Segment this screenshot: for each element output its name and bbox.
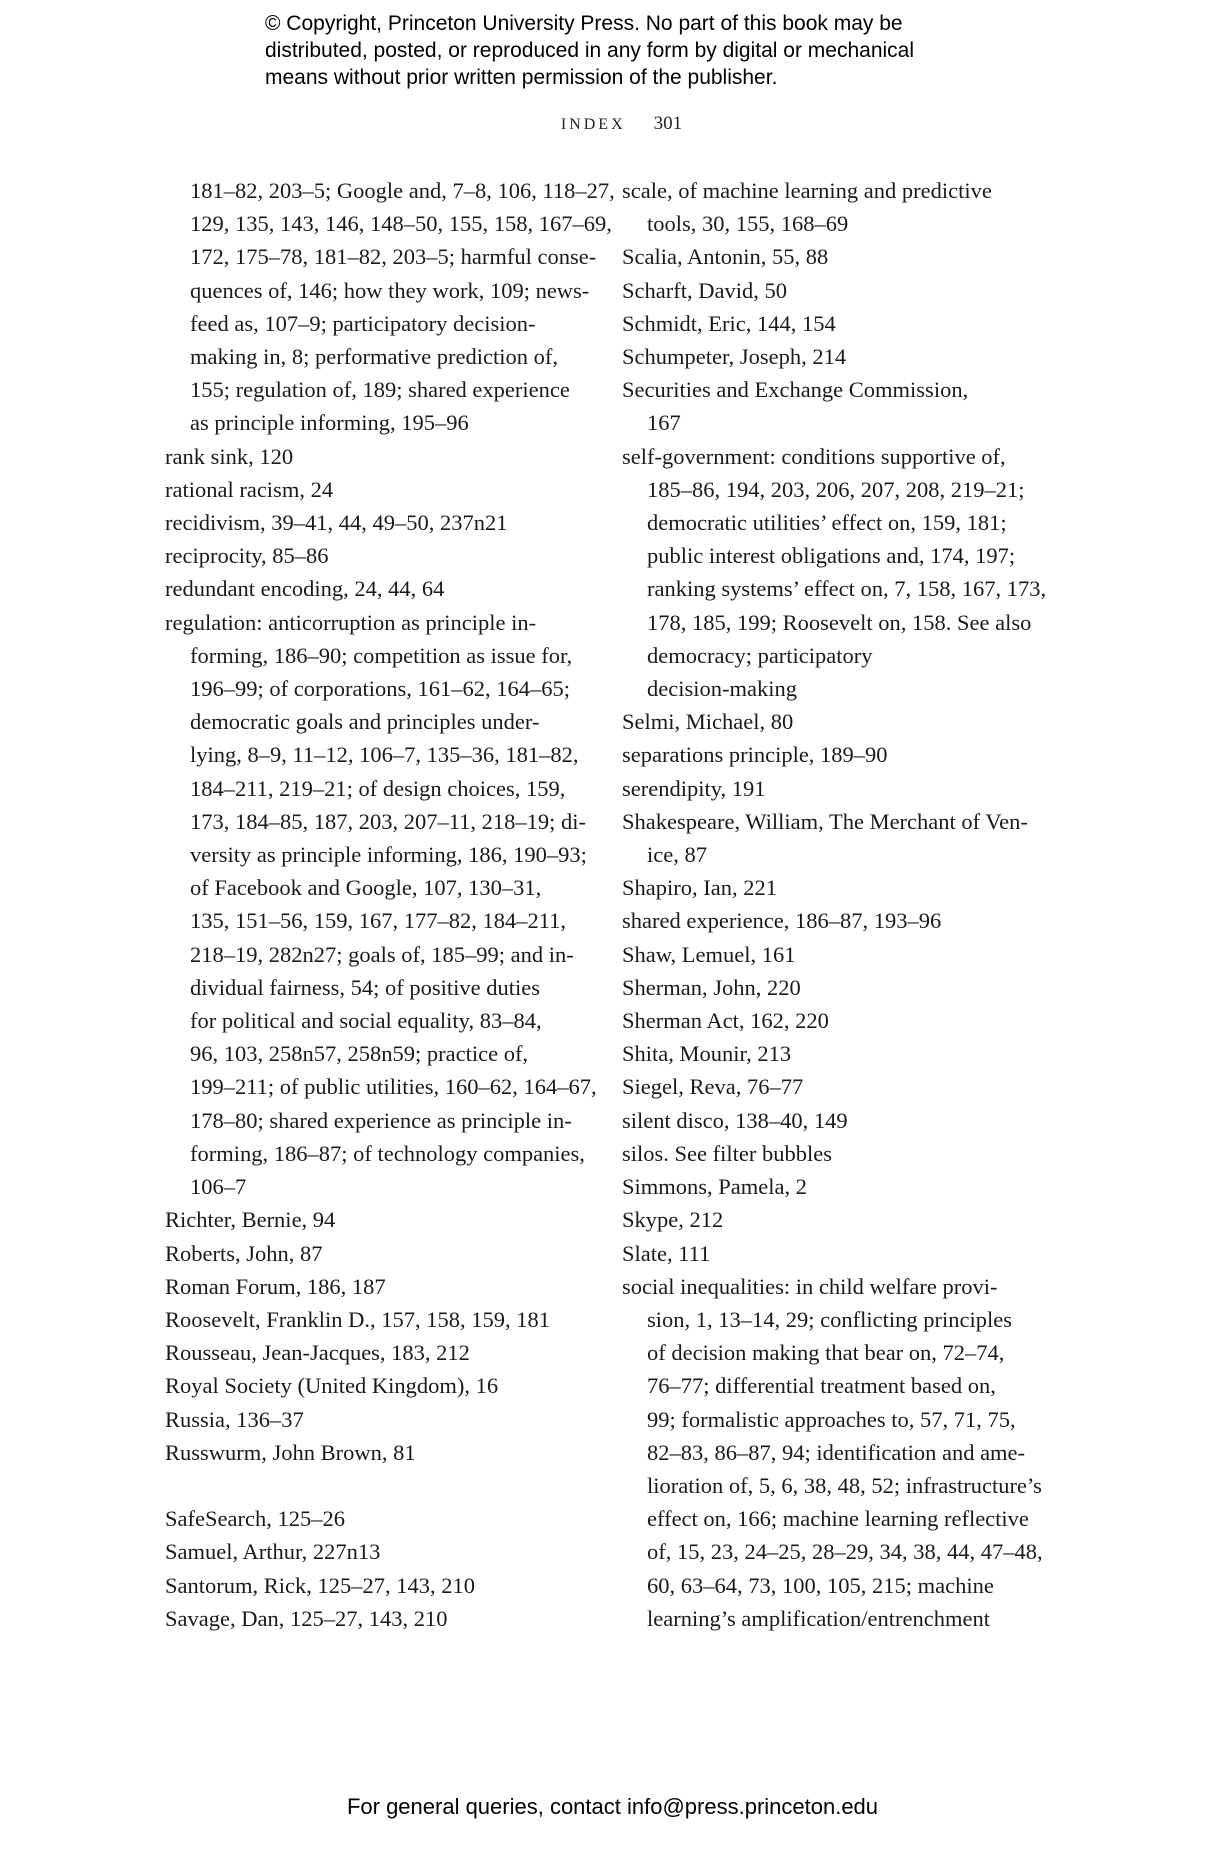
index-entry: Shita, Mounir, 213 — [622, 1041, 792, 1067]
running-head-label: INDEX — [560, 116, 626, 133]
index-entry: serendipity, 191 — [622, 775, 766, 801]
index-subline: 181–82, 203–5; Google and, 7–8, 106, 118–27, — [190, 178, 615, 203]
index-subline: 60, 63–64, 73, 100, 105, 215; machine — [647, 1572, 994, 1598]
index-subline: of, 15, 23, 24–25, 28–29, 34, 38, 44, 47–48, — [647, 1539, 1043, 1565]
index-subline: forming, 186–90; competition as issue for, — [190, 642, 573, 668]
index-entry: redundant encoding, 24, 44, 64 — [165, 576, 445, 602]
index-subline: 167 — [647, 410, 681, 436]
index-entry: Shaw, Lemuel, 161 — [622, 941, 796, 967]
index-entry: Siegel, Reva, 76–77 — [622, 1074, 804, 1100]
index-entry: Slate, 111 — [622, 1240, 711, 1266]
index-subline: tools, 30, 155, 168–69 — [647, 211, 849, 237]
index-entry: Roberts, John, 87 — [165, 1240, 323, 1266]
index-entry: Scharft, David, 50 — [622, 277, 787, 303]
index-entry: Royal Society (United Kingdom), 16 — [165, 1373, 499, 1399]
index-entry: Roman Forum, 186, 187 — [165, 1273, 386, 1299]
index-entry: Roosevelt, Franklin D., 157, 158, 159, 181 — [165, 1306, 550, 1332]
index-subline: decision-making — [647, 676, 797, 702]
index-subline: 185–86, 194, 203, 206, 207, 208, 219–21; — [647, 476, 1025, 502]
index-subline: 178, 185, 199; Roosevelt on, 158. See also — [647, 609, 1032, 635]
index-subline: forming, 186–87; of technology companies, — [190, 1140, 585, 1166]
index-entry: Savage, Dan, 125–27, 143, 210 — [165, 1605, 448, 1631]
index-entry: reciprocity, 85–86 — [165, 543, 329, 569]
index-column-left — [165, 174, 615, 1635]
index-subline: democratic goals and principles under- — [190, 709, 540, 735]
index-entry: recidivism, 39–41, 44, 49–50, 237n21 — [165, 510, 508, 536]
index-entry: Sherman Act, 162, 220 — [622, 1008, 829, 1034]
index-subline: 196–99; of corporations, 161–62, 164–65; — [190, 676, 570, 702]
index-subline: 184–211, 219–21; of design choices, 159, — [190, 775, 566, 801]
index-entry: Samuel, Arthur, 227n13 — [165, 1539, 381, 1565]
index-subline: democratic utilities’ effect on, 159, 181; — [647, 510, 1007, 536]
index-entry: regulation: anticorruption as principle in- — [165, 609, 537, 635]
index-entry: Securities and Exchange Commission, — [622, 377, 969, 403]
index-subline: 173, 184–85, 187, 203, 207–11, 218–19; di- — [190, 808, 587, 834]
index-entry: Santorum, Rick, 125–27, 143, 210 — [165, 1572, 475, 1598]
index-subline: lioration of, 5, 6, 38, 48, 52; infrastructure’s — [647, 1472, 1042, 1498]
index-subline: 178–80; shared experience as principle in- — [190, 1107, 572, 1133]
index-entry: Selmi, Michael, 80 — [622, 709, 794, 735]
index-subline: ice, 87 — [647, 842, 707, 868]
index-entry: Scalia, Antonin, 55, 88 — [622, 244, 829, 270]
index-subline: 106–7 — [190, 1174, 247, 1200]
index-subline: 199–211; of public utilities, 160–62, 164–67, — [190, 1074, 597, 1100]
index-entry: shared experience, 186–87, 193–96 — [622, 908, 942, 934]
index-subline: 155; regulation of, 189; shared experience — [190, 377, 570, 403]
index-subline: of decision making that bear on, 72–74, — [647, 1340, 1005, 1366]
index-entry: rational racism, 24 — [165, 476, 334, 502]
index-subline: making in, 8; performative prediction of, — [190, 344, 559, 370]
footer-contact: For general queries, contact info@press.princeton.edu — [346, 1794, 879, 1819]
index-entry: rank sink, 120 — [165, 443, 294, 469]
index-subline: effect on, 166; machine learning reflective — [647, 1506, 1029, 1532]
index-entry: Skype, 212 — [622, 1207, 724, 1233]
copyright-line: © Copyright, Princeton University Press. No part of this book may be — [265, 12, 903, 35]
index-entry: separations principle, 189–90 — [622, 742, 888, 768]
index-entry: Rousseau, Jean-Jacques, 183, 212 — [165, 1340, 470, 1366]
index-subline: as principle informing, 195–96 — [190, 410, 469, 436]
index-subline: ranking systems’ effect on, 7, 158, 167, 173, — [647, 576, 1047, 602]
index-entry: Sherman, John, 220 — [622, 974, 801, 1000]
index-subline: 76–77; differential treatment based on, — [647, 1373, 996, 1399]
index-entry: Schmidt, Eric, 144, 154 — [622, 310, 836, 336]
index-entry: Simmons, Pamela, 2 — [622, 1174, 807, 1200]
copyright-notice — [265, 10, 1025, 91]
index-entry: SafeSearch, 125–26 — [165, 1506, 345, 1532]
index-subline: 172, 175–78, 181–82, 203–5; harmful conse- — [190, 244, 597, 270]
index-entry: Schumpeter, Joseph, 214 — [622, 344, 847, 370]
index-entry: Shakespeare, William, The Merchant of Ven- — [622, 808, 1028, 834]
copyright-line: distributed, posted, or reproduced in any form by digital or mechanical — [265, 39, 915, 62]
index-subline: of Facebook and Google, 107, 130–31, — [190, 875, 542, 901]
index-column-right — [622, 174, 1067, 1635]
index-subline: 99; formalistic approaches to, 57, 71, 75, — [647, 1406, 1016, 1432]
index-entry: silos. See filter bubbles — [622, 1140, 832, 1166]
index-subline: 96, 103, 258n57, 258n59; practice of, — [190, 1041, 529, 1067]
index-subline: for political and social equality, 83–84, — [190, 1008, 542, 1034]
index-entry: Russwurm, John Brown, 81 — [165, 1439, 416, 1465]
index-entry: silent disco, 138–40, 149 — [622, 1107, 848, 1133]
copyright-line: means without prior written permission of the publisher. — [265, 66, 778, 89]
index-subline: public interest obligations and, 174, 197; — [647, 543, 1016, 569]
index-entry: Richter, Bernie, 94 — [165, 1207, 336, 1233]
page-number: 301 — [653, 113, 683, 134]
index-entry: Shapiro, Ian, 221 — [622, 875, 777, 901]
index-subline: feed as, 107–9; participatory decision- — [190, 310, 536, 336]
index-entry: Russia, 136–37 — [165, 1406, 304, 1432]
index-subline: sion, 1, 13–14, 29; conflicting principles — [647, 1306, 1012, 1332]
index-subline: learning’s amplification/entrenchment — [647, 1605, 991, 1631]
index-subline: 218–19, 282n27; goals of, 185–99; and in- — [190, 941, 574, 967]
index-entry: social inequalities: in child welfare provi- — [622, 1273, 998, 1299]
index-subline: 129, 135, 143, 146, 148–50, 155, 158, 167–69, — [190, 211, 612, 237]
index-subline: versity as principle informing, 186, 190–93; — [190, 842, 587, 868]
index-subline: lying, 8–9, 11–12, 106–7, 135–36, 181–82, — [190, 742, 579, 768]
index-entry: scale, of machine learning and predictive — [622, 178, 992, 203]
index-subline: 82–83, 86–87, 94; identification and ame- — [647, 1439, 1026, 1465]
index-subline: democracy; participatory — [647, 642, 873, 668]
index-subline: 135, 151–56, 159, 167, 177–82, 184–211, — [190, 908, 567, 934]
index-subline: quences of, 146; how they work, 109; news- — [190, 277, 590, 303]
index-entry: self-government: conditions supportive of, — [622, 443, 1006, 469]
running-head — [0, 113, 1225, 135]
index-subline: dividual fairness, 54; of positive duties — [190, 974, 540, 1000]
